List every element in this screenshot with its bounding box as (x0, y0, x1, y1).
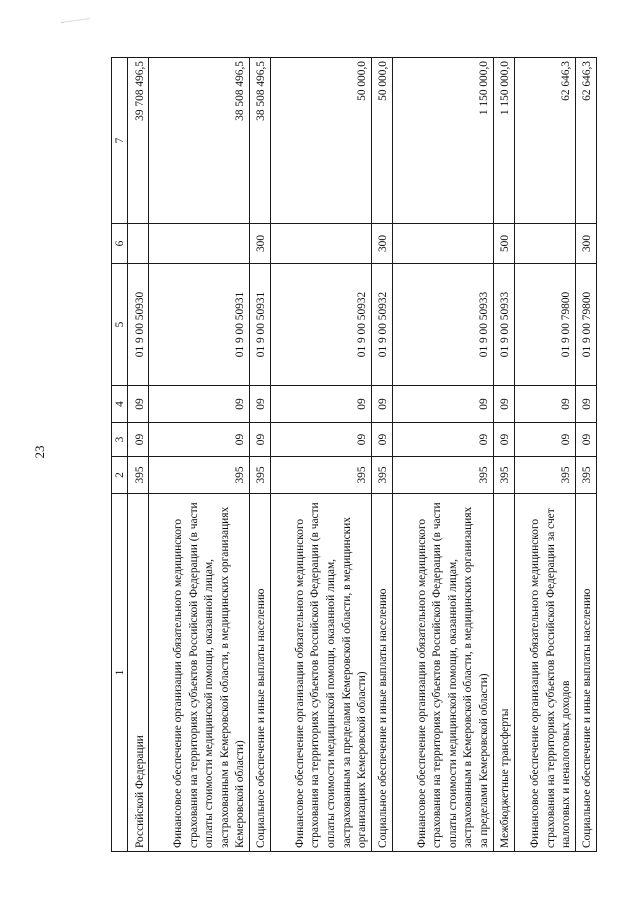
row-pr: 09 (371, 386, 392, 423)
row-name: Финансовое обеспечение организации обязательного медицинского страхования на территориях субъектов Российской Федерации (в части оплаты стоимости медицинской помощи, оказанной лицам, застрахованным за пределами Кемеровской области, в медицинских организациях Кемеровской области) (271, 494, 372, 852)
row-pr: 09 (493, 386, 514, 423)
row-pr: 09 (271, 386, 372, 423)
table-row (575, 58, 596, 852)
row-gr: 395 (149, 457, 250, 494)
row-csr: 01 9 00 50933 (392, 264, 493, 386)
row-csr: 01 9 00 50932 (271, 264, 372, 386)
row-vr (149, 224, 250, 264)
column-header: 2 (112, 457, 128, 494)
table-row (149, 58, 250, 852)
row-rz: 09 (514, 423, 575, 457)
column-header: 4 (112, 386, 128, 423)
page-number: 23 (32, 445, 47, 459)
row-pr: 09 (514, 386, 575, 423)
table-header-row (112, 58, 128, 852)
scan-artifact (62, 18, 91, 29)
row-rz: 09 (149, 423, 250, 457)
row-sum: 1 150 000,0 (493, 58, 514, 224)
column-header: 1 (112, 494, 128, 852)
row-sum: 62 646,3 (514, 58, 575, 224)
table-row (271, 58, 372, 852)
row-gr: 395 (128, 457, 149, 494)
budget-table-container (111, 58, 597, 852)
row-pr: 09 (392, 386, 493, 423)
row-rz: 09 (575, 423, 596, 457)
table-row (128, 58, 149, 852)
row-rz: 09 (493, 423, 514, 457)
row-sum: 50 000,0 (371, 58, 392, 224)
row-name: Социальное обеспечение и иные выплаты населению (575, 494, 596, 852)
row-sum: 38 508 496,5 (249, 58, 270, 224)
row-gr: 395 (575, 457, 596, 494)
budget-table (111, 57, 597, 852)
table-row (392, 58, 493, 852)
row-vr (392, 224, 493, 264)
row-vr (128, 224, 149, 264)
row-sum: 1 150 000,0 (392, 58, 493, 224)
row-gr: 395 (514, 457, 575, 494)
row-rz: 09 (128, 423, 149, 457)
row-name: Межбюджетные трансферты (493, 494, 514, 852)
column-header: 5 (112, 264, 128, 386)
rotated-page-content (111, 58, 597, 852)
row-csr: 01 9 00 50933 (493, 264, 514, 386)
column-header: 7 (112, 58, 128, 224)
column-header: 3 (112, 423, 128, 457)
row-gr: 395 (249, 457, 270, 494)
row-pr: 09 (149, 386, 250, 423)
row-vr: 300 (371, 224, 392, 264)
row-csr: 01 9 00 50931 (249, 264, 270, 386)
table-row (514, 58, 575, 852)
row-rz: 09 (371, 423, 392, 457)
row-csr: 01 9 00 79800 (575, 264, 596, 386)
row-gr: 395 (271, 457, 372, 494)
row-gr: 395 (371, 457, 392, 494)
row-name: Российской Федерации (128, 494, 149, 852)
row-rz: 09 (392, 423, 493, 457)
row-pr: 09 (128, 386, 149, 423)
row-pr: 09 (249, 386, 270, 423)
row-sum: 62 646,3 (575, 58, 596, 224)
column-header: 6 (112, 224, 128, 264)
row-csr: 01 9 00 79800 (514, 264, 575, 386)
row-pr: 09 (575, 386, 596, 423)
row-name: Социальное обеспечение и иные выплаты населению (371, 494, 392, 852)
row-vr (514, 224, 575, 264)
row-sum: 38 508 496,5 (149, 58, 250, 224)
row-vr: 300 (575, 224, 596, 264)
table-row (371, 58, 392, 852)
row-sum: 39 708 496,5 (128, 58, 149, 224)
table-row (493, 58, 514, 852)
row-name: Социальное обеспечение и иные выплаты населению (249, 494, 270, 852)
row-rz: 09 (271, 423, 372, 457)
row-vr (271, 224, 372, 264)
table-row (249, 58, 270, 852)
row-name: Финансовое обеспечение организации обязательного медицинского страхования на территориях субъектов Российской Федерации (в части оплаты стоимости медицинской помощи, оказанной лицам, застрахованным в Кемеровской области, в медицинских организациях за пределами Кемеровской области) (392, 494, 493, 852)
row-vr: 300 (249, 224, 270, 264)
row-sum: 50 000,0 (271, 58, 372, 224)
row-gr: 395 (392, 457, 493, 494)
row-csr: 01 9 00 50930 (128, 264, 149, 386)
row-rz: 09 (249, 423, 270, 457)
row-vr: 500 (493, 224, 514, 264)
row-csr: 01 9 00 50931 (149, 264, 250, 386)
row-name: Финансовое обеспечение организации обязательного медицинского страхования на территориях субъектов Российской Федерации (в части оплаты стоимости медицинской помощи, оказанной лицам, застрахованным в Кемеровской области, в медицинских организациях Кемеровской области) (149, 494, 250, 852)
row-csr: 01 9 00 50932 (371, 264, 392, 386)
row-name: Финансовое обеспечение организации обязательного медицинского страхования на территориях субъектов Российской Федерации за счет налоговых и неналоговых доходов (514, 494, 575, 852)
row-gr: 395 (493, 457, 514, 494)
